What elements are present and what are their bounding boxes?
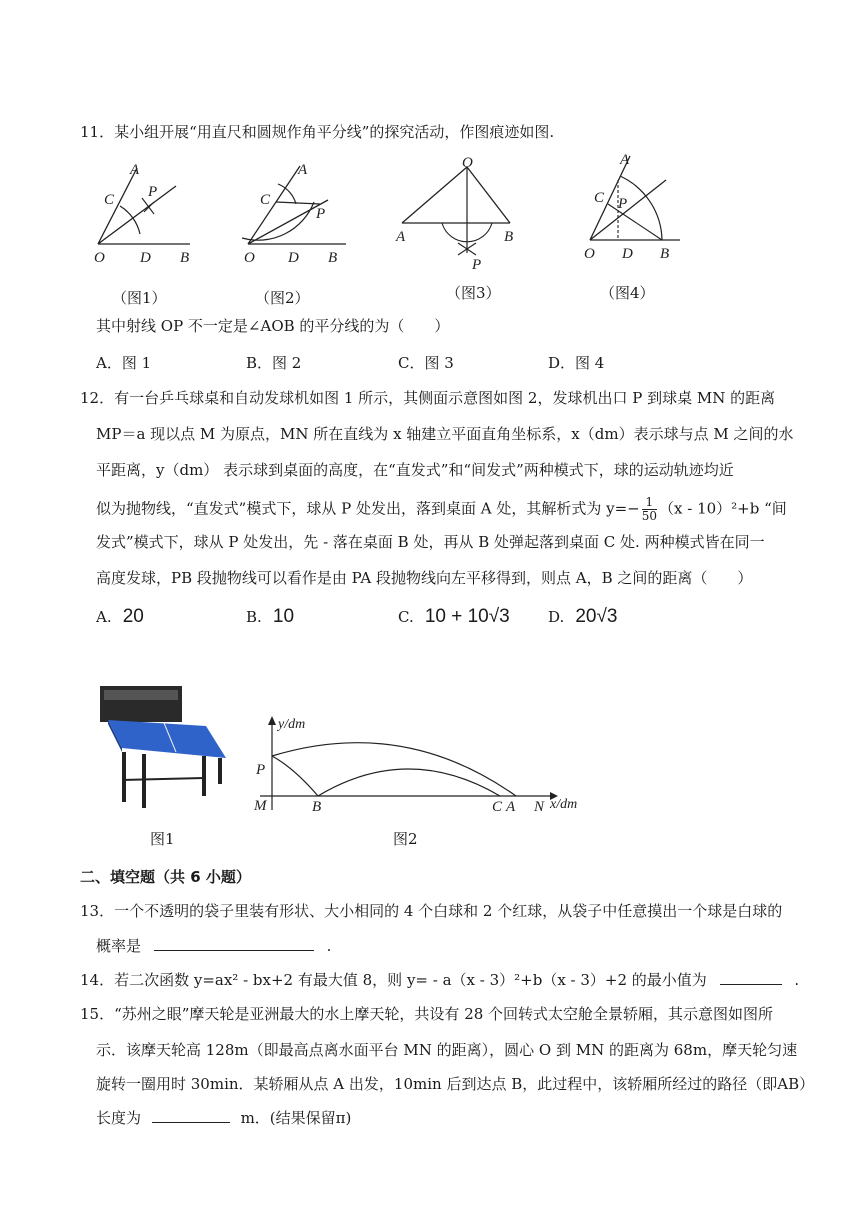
q15-line-4 <box>96 1108 351 1128</box>
q13-text-a: 概率是 <box>96 937 142 955</box>
label-a: A <box>298 162 308 178</box>
label-p: P <box>256 762 266 778</box>
q15-text-b: m．(结果保留π) <box>240 1109 352 1127</box>
q12-option-c <box>398 606 510 628</box>
label-c: C <box>104 192 115 208</box>
table-brace <box>124 778 204 780</box>
label-c: C <box>260 192 271 208</box>
construction-arc <box>242 202 314 240</box>
label-p: P <box>472 257 482 273</box>
q15-line-2: 示．该摩天轮高 128m（即最高点离水面平台 MN 的距离），圆心 O 到 MN 的距离为 68m，摩天轮匀速 <box>96 1041 798 1059</box>
side-oa <box>402 167 467 223</box>
label-a: A <box>130 162 140 178</box>
q15-line-3: 旋转一圈用时 30min．某轿厢从点 A 出发，10min 后到达点 B，此过程中，该轿厢所经过的路径（即AB） <box>96 1075 815 1093</box>
y-axis-arrow <box>268 716 276 725</box>
answer-blank[interactable] <box>152 1108 230 1123</box>
q12-caption-2: 图2 <box>393 830 418 848</box>
trajectory-graph <box>248 708 598 816</box>
option-letter: B. <box>246 608 262 626</box>
q12-caption-1: 图1 <box>150 830 175 848</box>
y-axis-label: y/dm <box>278 717 306 732</box>
q12-option-b <box>246 606 294 628</box>
trajectory-bc <box>318 769 500 796</box>
label-o: O <box>94 250 105 266</box>
trajectory-pb <box>272 756 318 796</box>
q15-line-1: 15．“苏州之眼”摩天轮是亚洲最大的水上摩天轮，共设有 28 个回转式太空舱全景轿厢，其示意图如图所 <box>80 1005 774 1023</box>
option-value: 20 <box>122 606 144 627</box>
label-c: C <box>492 799 503 815</box>
q11-option-d: D．图 4 <box>548 354 605 372</box>
q11-caption-1: （图1） <box>112 289 167 307</box>
q11-caption-4: （图4） <box>600 284 655 302</box>
q14-text-b: . <box>794 971 800 989</box>
q12-option-d <box>548 606 618 628</box>
label-d: D <box>288 250 299 266</box>
q12-line-1: 12．有一台乒乓球桌和自动发球机如图 1 所示，其侧面示意图如图 2，发球机出口 P 到球桌 MN 的距离 <box>80 389 776 407</box>
option-letter: D. <box>548 608 565 626</box>
option-letter: A. <box>96 608 112 626</box>
label-c: C <box>594 190 605 206</box>
fraction-numerator: 1 <box>642 496 657 510</box>
option-value: 10 + 10√3 <box>424 606 510 627</box>
q11-figure-1 <box>90 160 200 270</box>
ball-machine-top <box>104 690 178 700</box>
label-d: D <box>140 250 151 266</box>
label-n: N <box>534 799 545 815</box>
option-value: 20√3 <box>575 606 618 627</box>
label-d: D <box>622 246 633 262</box>
q12-line-3: 平距离，y（dm） 表示球到桌面的高度，在“直发式”和“间发式”两种模式下，球的运动轨迹均近 <box>96 461 734 479</box>
x-axis-label: x/dm <box>550 797 578 812</box>
q13-text-b: . <box>326 937 332 955</box>
option-value: 10 <box>272 606 295 627</box>
q12-line-4 <box>96 496 787 523</box>
label-o: O <box>584 246 595 262</box>
label-o: O <box>244 250 255 266</box>
label-a: A <box>620 152 630 168</box>
q12-line-2: MP＝a 现以点 M 为原点，MN 所在直线为 x 轴建立平面直角坐标系，x（dm）表示球与点 M 之间的水 <box>96 425 794 443</box>
q11-question: 其中射线 OP 不一定是∠AOB 的平分线的为（ ） <box>96 317 450 335</box>
fraction-denominator: 50 <box>641 509 657 523</box>
answer-blank[interactable] <box>720 970 782 985</box>
label-b: B <box>328 250 338 266</box>
q11-caption-3: （图3） <box>446 284 501 302</box>
q11-stem: 11．某小组开展“用直尺和圆规作角平分线”的探究活动，作图痕迹如图. <box>80 123 555 141</box>
q11-figure-4 <box>578 150 688 268</box>
label-b: B <box>312 799 322 815</box>
q14-text-a: 14．若二次函数 y=ax² - bx+2 有最大值 8，则 y= - a（x - 3）²+b（x - 3）+2 的最小值为 <box>80 971 707 989</box>
q11-option-a: A．图 1 <box>96 354 152 372</box>
q11-figure-2 <box>238 160 358 270</box>
label-b: B <box>180 250 190 266</box>
q13-line-1: 13．一个不透明的袋子里装有形状、大小相同的 4 个白球和 2 个红球，从袋子中任意摸出一个球是白球的 <box>80 902 783 920</box>
q11-caption-2: （图2） <box>255 289 310 307</box>
q14-line <box>80 970 799 990</box>
q11-option-b: B．图 2 <box>246 354 302 372</box>
label-b: B <box>504 229 514 245</box>
q11-option-c: C．图 3 <box>398 354 454 372</box>
q12-line-6: 高度发球，PB 段抛物线可以看作是由 PA 段抛物线向左平移得到，则点 A，B 之间的距离（ ） <box>96 569 753 587</box>
q11-figure-3 <box>392 155 522 273</box>
fraction <box>642 496 657 523</box>
q13-line-2 <box>96 936 331 956</box>
ping-pong-table-photo <box>94 680 234 820</box>
q12-line-4-text-a: 似为抛物线，“直发式”模式下，球从 P 处发出，落到桌面 A 处，其解析式为 y=− <box>96 499 640 518</box>
label-b: B <box>660 246 670 262</box>
label-p: P <box>618 196 628 212</box>
option-letter: C. <box>398 608 414 626</box>
label-a: A <box>396 229 406 245</box>
label-o: O <box>462 155 473 171</box>
ray-oa <box>248 166 300 244</box>
side-ob <box>467 167 510 223</box>
label-a: A <box>506 799 516 815</box>
section-heading: 二、填空题（共 6 小题） <box>80 868 251 886</box>
label-m: M <box>254 798 267 814</box>
label-p: P <box>316 206 326 222</box>
label-p: P <box>148 184 158 200</box>
q12-option-a <box>96 606 144 628</box>
q12-line-5: 发式”模式下，球从 P 处发出，先 - 落在桌面 B 处，再从 B 处弹起落到桌面 C 处. 两种模式皆在同一 <box>96 533 765 551</box>
q15-text-a: 长度为 <box>96 1109 142 1127</box>
answer-blank[interactable] <box>154 936 314 951</box>
q12-line-4-text-b: （x - 10）²+b “间 <box>659 499 787 518</box>
